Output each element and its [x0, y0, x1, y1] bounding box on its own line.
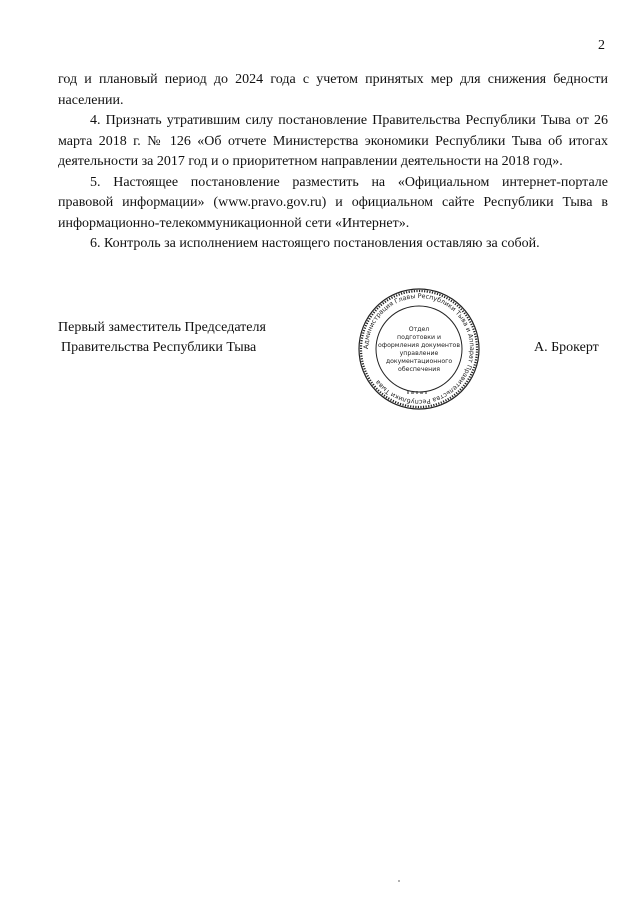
stamp-graphic [353, 287, 485, 411]
scan-speck [398, 880, 400, 882]
stamp-line-3: оформления документов [378, 342, 460, 349]
stamp-inner-ring [376, 306, 462, 392]
stamp-serrated-ring [361, 291, 477, 407]
paragraph-continuation: год и плановый период до 2024 года с учетом принятых мер для снижения бедности населении. [58, 72, 608, 108]
page-number: 2 [598, 38, 605, 53]
signatory-name: А. Брокерт [534, 340, 599, 355]
stamp-line-4: управление [399, 350, 439, 357]
stamp-line-2: подготовки и [397, 334, 441, 341]
stamp-outer-ring [359, 289, 479, 409]
stamp-line-1: Отдел [408, 326, 430, 333]
official-stamp [353, 287, 485, 411]
signatory-title [58, 318, 266, 358]
signatory-title-line-1: Первый заместитель Председателя [58, 320, 266, 335]
paragraph-item-4: 4. Признать утратившим силу постановление Правительства Республики Тыва от 26 марта 2018 г. № 126 «Об отчете Министерства экономики Республики Тыва об итогах деятельности за 2017 год и о приоритетном направлении деятельности на 2018 год». [58, 113, 608, 169]
stamp-line-5: документационного [385, 358, 453, 365]
signatory-title-line-2: Правительства Республики Тыва [61, 340, 257, 355]
document-body [58, 70, 608, 255]
stamp-ring-text: Администрация Главы Республики Тыва и Аппарат Правительства Республики Тыва [361, 291, 477, 407]
paragraph-item-6: 6. Контроль за исполнением настоящего постановления оставляю за собой. [90, 236, 540, 251]
stamp-line-6: обеспечения [398, 366, 440, 373]
paragraph-item-5: 5. Настоящее постановление разместить на «Официальном интернет-портале правовой информации» (www.pravo.gov.ru) и официальном сайте Республики Тыва в информационно-телекоммуникационной сети «Интернет». [58, 174, 608, 231]
